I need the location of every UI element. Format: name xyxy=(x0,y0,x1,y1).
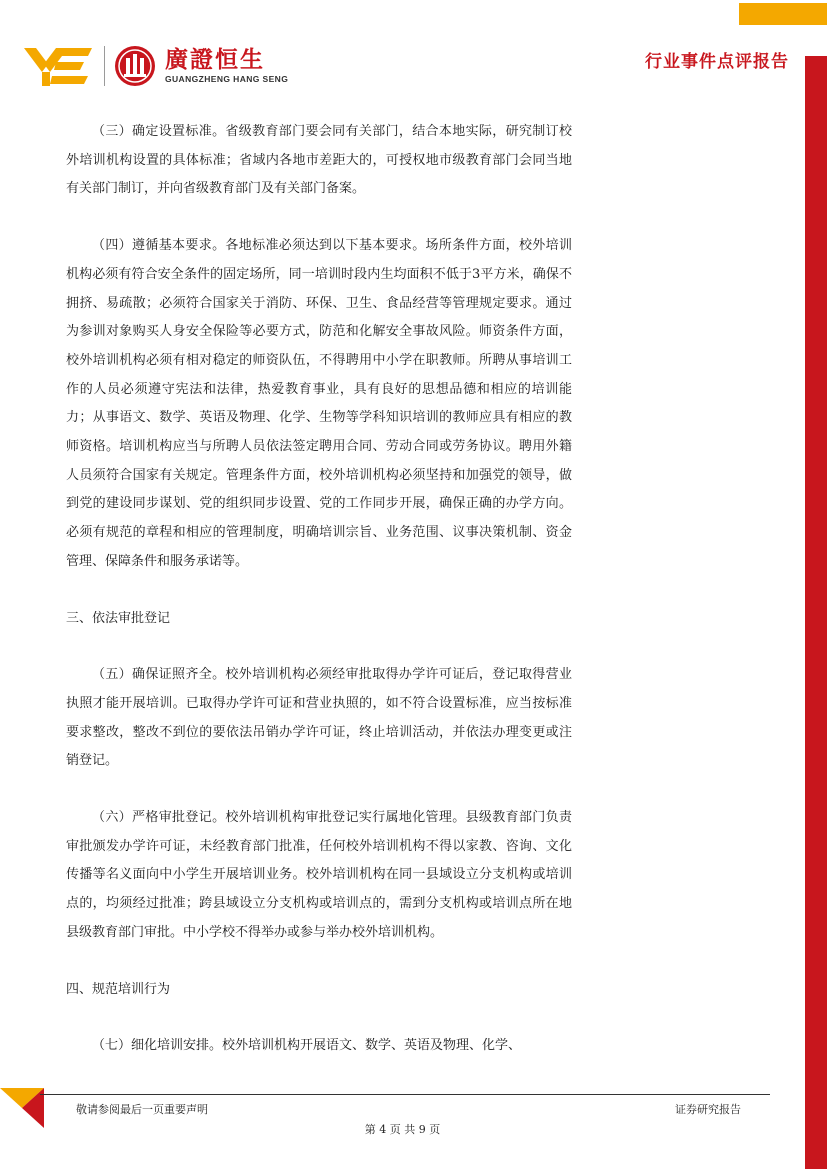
logo-divider xyxy=(104,46,105,86)
company-logo xyxy=(22,40,288,92)
right-accent-bar xyxy=(805,56,827,1169)
ye-logo-icon xyxy=(22,44,94,88)
section-heading-4: 四、规范培训行为 xyxy=(66,981,171,997)
page-number: 第 4 页 共 9 页 xyxy=(364,1123,441,1136)
footer-report-label: 证券研究报告 xyxy=(675,1103,741,1116)
logo-english-name: GUANGZHENG HANG SENG xyxy=(165,74,289,84)
footer-disclaimer: 敬请参阅最后一页重要声明 xyxy=(76,1103,208,1116)
document-body xyxy=(66,118,572,1061)
seal-logo-icon xyxy=(113,44,157,88)
paragraph-6: （六）严格审批登记。校外培训机构审批登记实行属地化管理。县级教育部门负责审批颁发办学许可证，未经教育部门批准，任何校外培训机构不得以家教、咨询、文化传播等名义面向中小学生开展培训业务。校外培训机构在同一县域设立分支机构或培训点的，均须经过批准；跨县域设立分支机构或培训点的，需到分支机构或培训点所在地县级教育部门审批。中小学校不得举办或参与举办校外培训机构。 xyxy=(66,810,572,940)
footer-divider xyxy=(40,1094,770,1095)
header-corner-tab xyxy=(739,3,827,25)
paragraph-3: （三）确定设置标准。省级教育部门要会同有关部门，结合本地实际，研究制订校外培训机构设置的具体标准；省域内各地市差距大的，可授权地市级教育部门会同当地有关部门制订，并向省级教育部门及有关部门备案。 xyxy=(66,124,572,197)
paragraph-5: （五）确保证照齐全。校外培训机构必须经审批取得办学许可证后，登记取得营业执照才能开展培训。已取得办学许可证和营业执照的，如不符合设置标准，应当按标准要求整改，整改不到位的要依法吊销办学许可证，终止培训活动，并依法办理变更或注销登记。 xyxy=(66,667,572,769)
section-heading-3: 三、依法审批登记 xyxy=(66,610,171,626)
paragraph-4: （四）遵循基本要求。各地标准必须达到以下基本要求。场所条件方面，校外培训机构必须有符合安全条件的固定场所，同一培训时段内生均面积不低于3平方米，确保不拥挤、易疏散；必须符合国家关于消防、环保、卫生、食品经营等管理规定要求。通过为参训对象购买人身安全保险等必要方式，防范和化解安全事故风险。师资条件方面，校外培训机构必须有相对稳定的师资队伍，不得聘用中小学在职教师。所聘从事培训工作的人员必须遵守宪法和法律，热爱教育事业，具有良好的思想品德和相应的培训能力；从事语文、数学、英语及物理、化学、生物等学科知识培训的教师应具有相应的教师资格。培训机构应当与所聘人员依法签定聘用合同、劳动合同或劳务协议。聘用外籍人员须符合国家有关规定。管理条件方面，校外培训机构必须坚持和加强党的领导，做到党的建设同步谋划、党的组织同步设置、党的工作同步开展，确保正确的办学方向。必须有规范的章程和相应的管理制度，明确培训宗旨、业务范围、议事决策机制、资金管理、保障条件和服务承诺等。 xyxy=(66,238,572,569)
logo-chinese-name: 廣證恒生 xyxy=(165,47,265,73)
report-type-title: 行业事件点评报告 xyxy=(645,52,789,72)
paragraph-7: （七）细化培训安排。校外培训机构开展语文、数学、英语及物理、化学、 xyxy=(92,1038,522,1054)
